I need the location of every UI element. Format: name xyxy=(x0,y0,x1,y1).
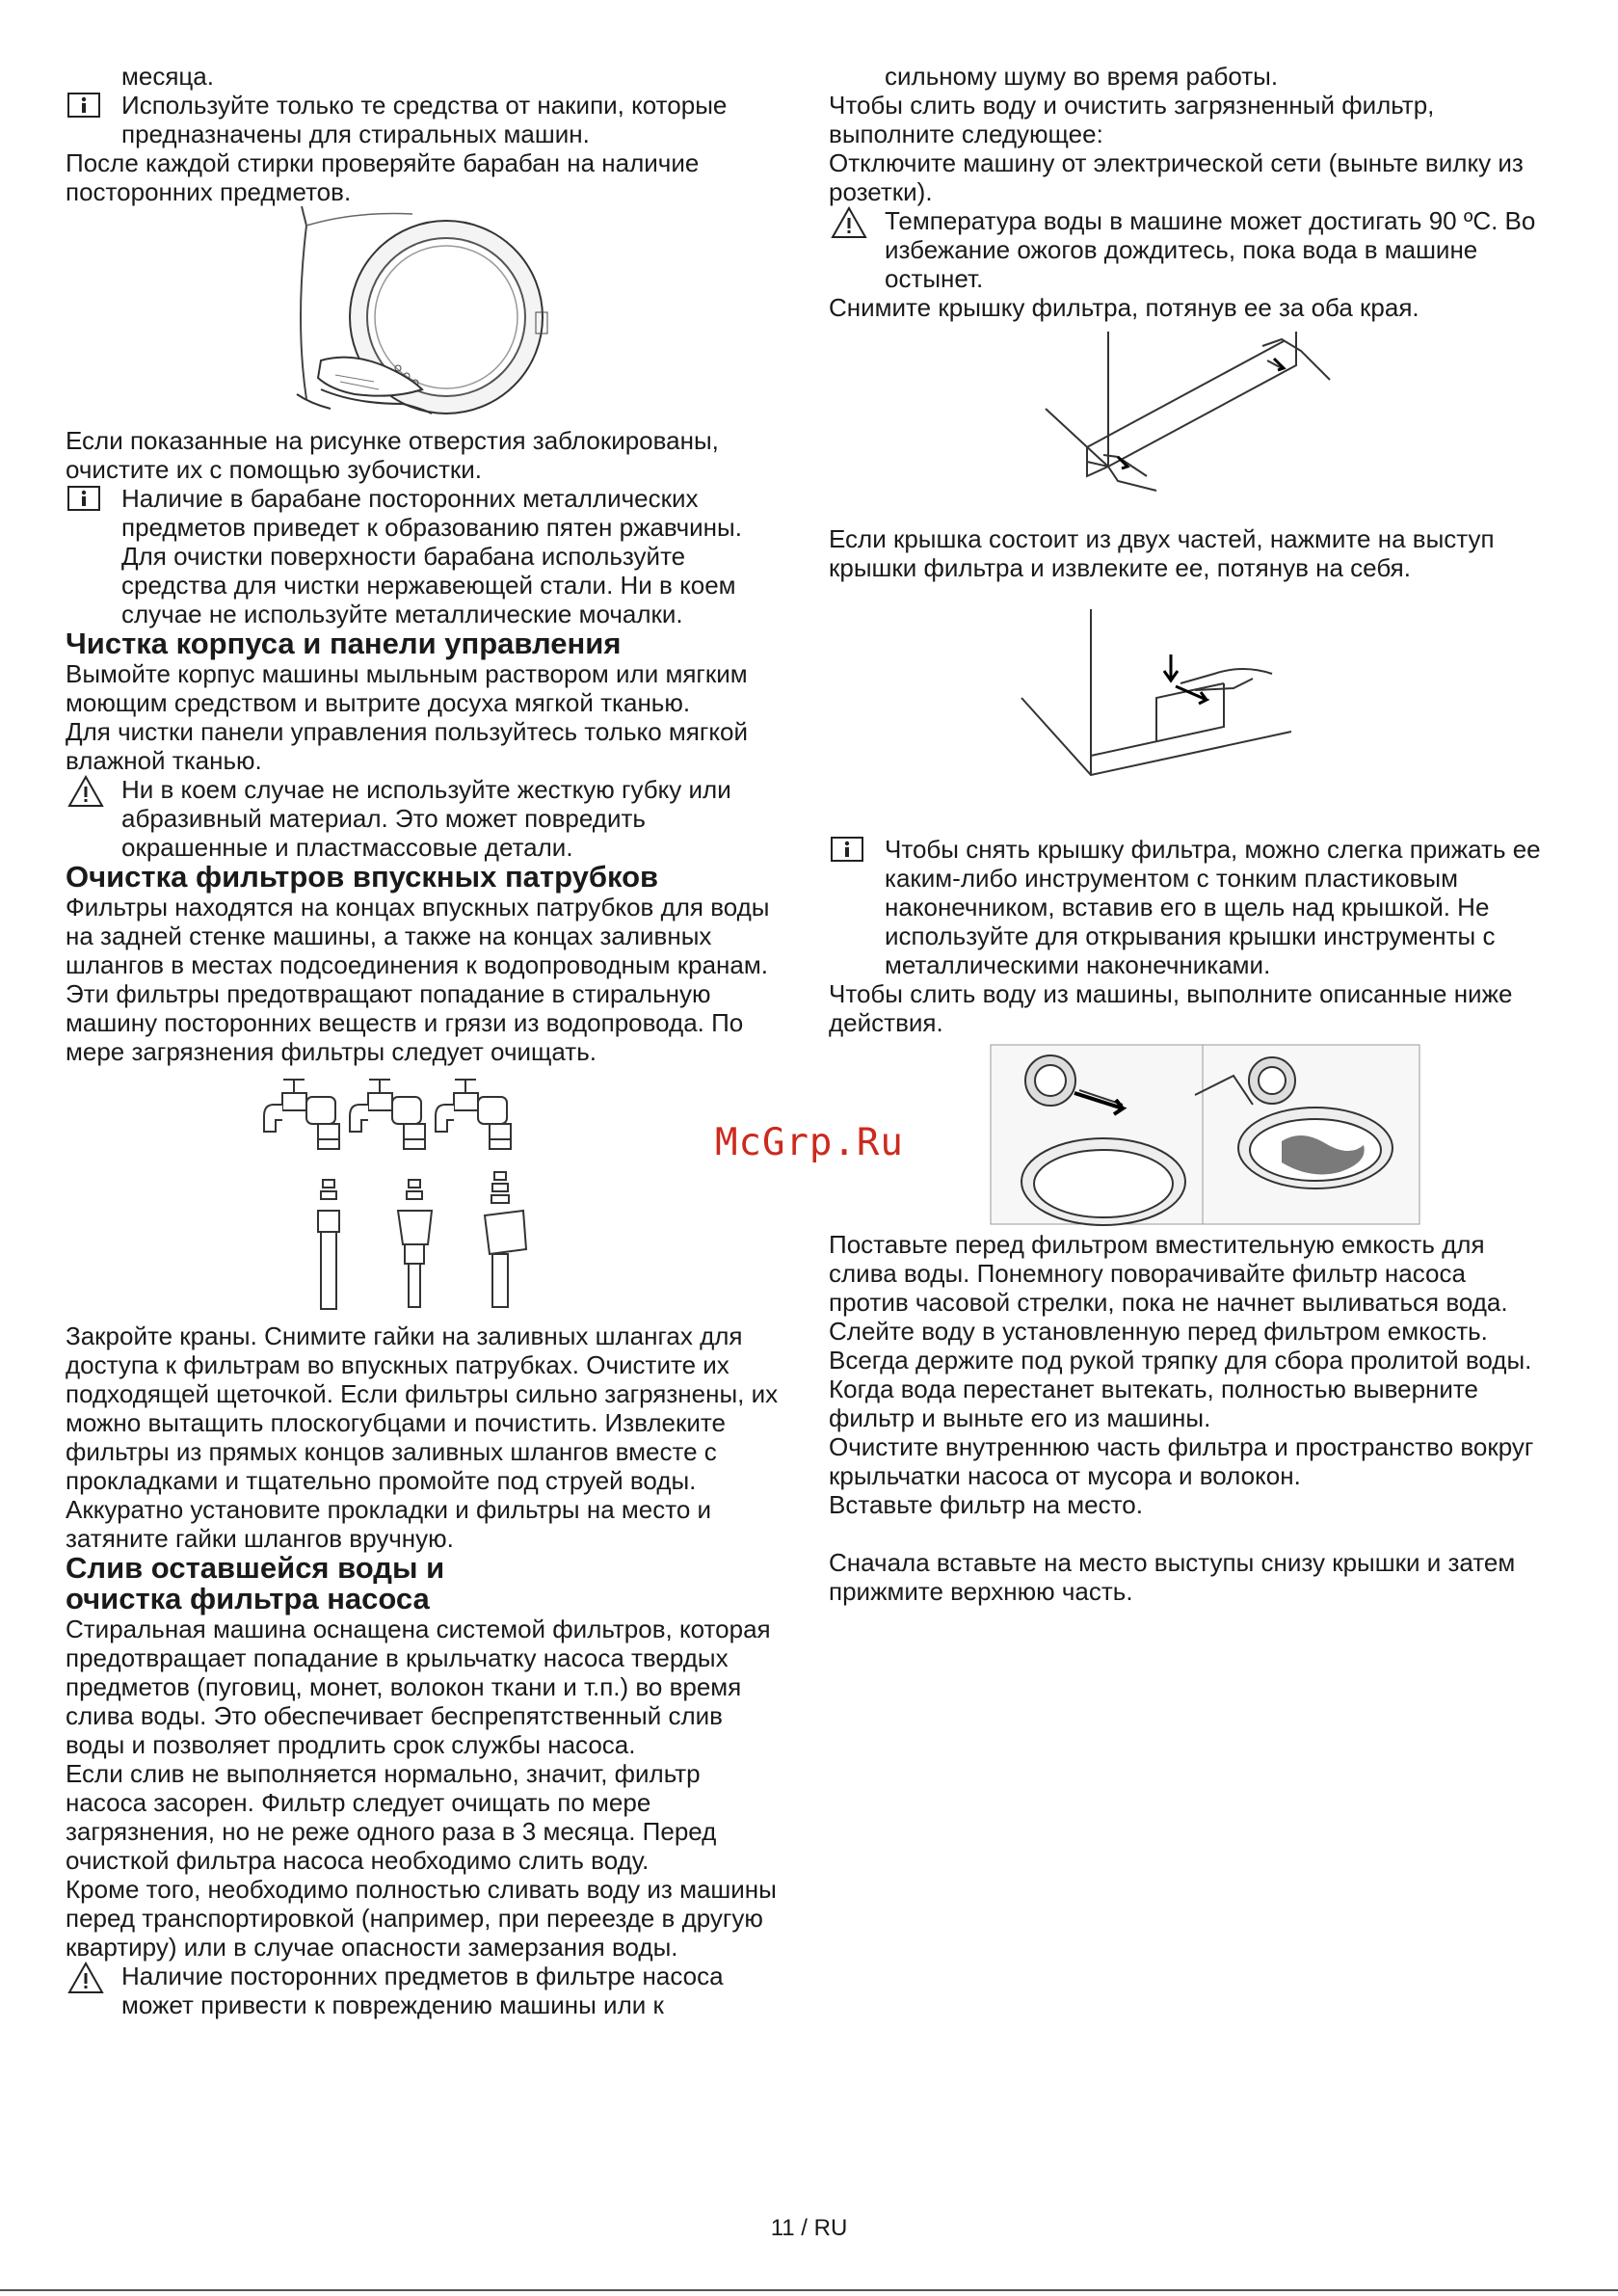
warning-text: Температура воды в машине может достигать 90 ºC. Во избежание ожогов дождитесь, пока вода в машине остынет. xyxy=(885,206,1536,293)
drum-figure xyxy=(66,206,783,426)
note-text: Наличие в барабане посторонних металлических предметов приведет к образованию пятен ржавчины. Для очистки поверхности барабана используйте средства для чистки нержавеющей стали. Ни в коем случае не используйте металлические мочалки. xyxy=(121,484,742,628)
section-heading: Очистка фильтров впускных патрубков xyxy=(66,860,659,894)
warning-icon xyxy=(831,206,867,239)
paragraph: Кроме того, необходимо полностью сливать воду из машины перед транспортировкой (например, при переезде в другую квартиру) или в случае опасности замерзания воды. xyxy=(66,1875,777,1962)
filter-cover-illustration xyxy=(829,322,1552,524)
paragraph: Снимите крышку фильтра, потянув ее за оба края. xyxy=(829,293,1419,322)
section-heading: Чистка корпуса и панели управления xyxy=(66,627,622,660)
section-heading: очистка фильтра насоса xyxy=(66,1582,430,1615)
two-part-cover-figure xyxy=(829,582,1552,835)
warning-icon xyxy=(67,1962,104,1994)
warning-icon xyxy=(67,775,104,808)
paragraph: Если показанные на рисунке отверстия заблокированы, очистите их с помощью зубочистки. xyxy=(66,426,719,484)
paragraph: Сначала вставьте на место выступы снизу крышки и затем прижмите верхнюю часть. xyxy=(829,1548,1516,1606)
paragraph: Фильтры находятся на концах впускных патрубков для воды на задней стенке машины, а также на концах заливных шлангов в местах подсоединения к водопроводным кранам. Эти фильтры предотвращают попадание в стиральную машину посторонних веществ и грязи из водопровода. По мере загрязнения фильтры следует очищать. xyxy=(66,893,770,1066)
watermark: McGrp.Ru xyxy=(715,1121,904,1164)
info-icon xyxy=(67,93,100,118)
paragraph: сильному шуму во время работы. xyxy=(885,62,1279,91)
paragraph: Очистите внутреннюю часть фильтра и пространство вокруг крыльчатки насоса от мусора и волокон. xyxy=(829,1432,1534,1490)
warning-note xyxy=(66,775,783,862)
paragraph: Стиральная машина оснащена системой фильтров, которая предотвращает попадание в крыльчатку насоса твердых предметов (пуговиц, монет, волокон ткани и т.п.) во время слива воды. Это обеспечивает беспрепятственный слив воды и позволяет продлить срок службы насоса. xyxy=(66,1615,771,1759)
warning-text: Ни в коем случае не используйте жесткую губку или абразивный материал. Это может повредить окрашенные и пластмассовые детали. xyxy=(121,775,731,862)
paragraph: Чтобы слить воду из машины, выполните описанные ниже действия. xyxy=(829,979,1513,1037)
two-part-cover-illustration xyxy=(829,582,1552,835)
taps-figure xyxy=(66,1066,783,1322)
page-number: 11 / RU xyxy=(770,2215,848,2241)
paragraph: Вставьте фильтр на место. xyxy=(829,1490,1143,1519)
paragraph: Для чистки панели управления пользуйтесь только мягкой влажной тканью. xyxy=(66,717,748,775)
drum-illustration xyxy=(66,206,783,426)
drain-figure xyxy=(829,1037,1552,1230)
left-column xyxy=(66,62,783,2019)
filter-cover-figure xyxy=(829,322,1552,524)
note-text: Используйте только те средства от накипи, которые предназначены для стиральных машин. xyxy=(121,91,728,148)
paragraph: Вымойте корпус машины мыльным раствором или мягким моющим средством и вытрите досуха мягкой тканью. xyxy=(66,659,748,717)
info-icon xyxy=(831,837,863,862)
paragraph: Поставьте перед фильтром вместительную емкость для слива воды. Понемногу поворачивайте фильтр насоса против часовой стрелки, пока не начнет выливаться вода. Слейте воду в установленную перед фильтром емкость. Всегда держите под рукой тряпку для сбора пролитой воды. Когда вода перестанет вытекать, полностью выверните фильтр и выньте его из машины. xyxy=(829,1230,1532,1432)
paragraph: Чтобы слить воду и очистить загрязненный фильтр, выполните следующее: xyxy=(829,91,1435,148)
taps-illustration xyxy=(66,1066,783,1322)
info-icon xyxy=(67,486,100,511)
right-column xyxy=(829,62,1552,1606)
info-note xyxy=(66,91,783,148)
section-heading: Слив оставшейся воды и xyxy=(66,1551,445,1585)
note-text: Чтобы снять крышку фильтра, можно слегка прижать ее каким-либо инструментом с тонким пластиковым наконечником, вставив его в щель над крышкой. Не используйте для открывания крышки инструменты с металлическими наконечниками. xyxy=(885,835,1541,979)
paragraph: Закройте краны. Снимите гайки на заливных шлангах для доступа к фильтрам во впускных патрубках. Очистите их подходящей щеточкой. Если фильтры сильно загрязнены, их можно вытащить плоскогубцами и почистить. Извлеките фильтры из прямых концов заливных шлангов вместе с прокладками и тщательно промойте под струей воды. Аккуратно установите прокладки и фильтры на место и затяните гайки шлангов вручную. xyxy=(66,1322,779,1553)
warning-note xyxy=(829,206,1552,293)
paragraph: Отключите машину от электрической сети (выньте вилку из розетки). xyxy=(829,148,1524,206)
paragraph: Если слив не выполняется нормально, значит, фильтр насоса засорен. Фильтр следует очищать по мере загрязнения, но не реже одного раза в 3 месяца. Перед очисткой фильтра насоса необходимо слить воду. xyxy=(66,1759,717,1875)
bottom-rule xyxy=(0,2289,1618,2291)
paragraph: месяца. xyxy=(121,62,214,91)
info-note xyxy=(829,835,1552,979)
paragraph: Если крышка состоит из двух частей, нажмите на выступ крышки фильтра и извлеките ее, потянув на себя. xyxy=(829,524,1495,582)
warning-note xyxy=(66,1962,783,2019)
warning-text: Наличие посторонних предметов в фильтре насоса может привести к повреждению машины или к xyxy=(121,1962,724,2019)
drain-illustration xyxy=(829,1037,1552,1230)
paragraph: После каждой стирки проверяйте барабан на наличие посторонних предметов. xyxy=(66,148,700,206)
info-note xyxy=(66,484,783,628)
